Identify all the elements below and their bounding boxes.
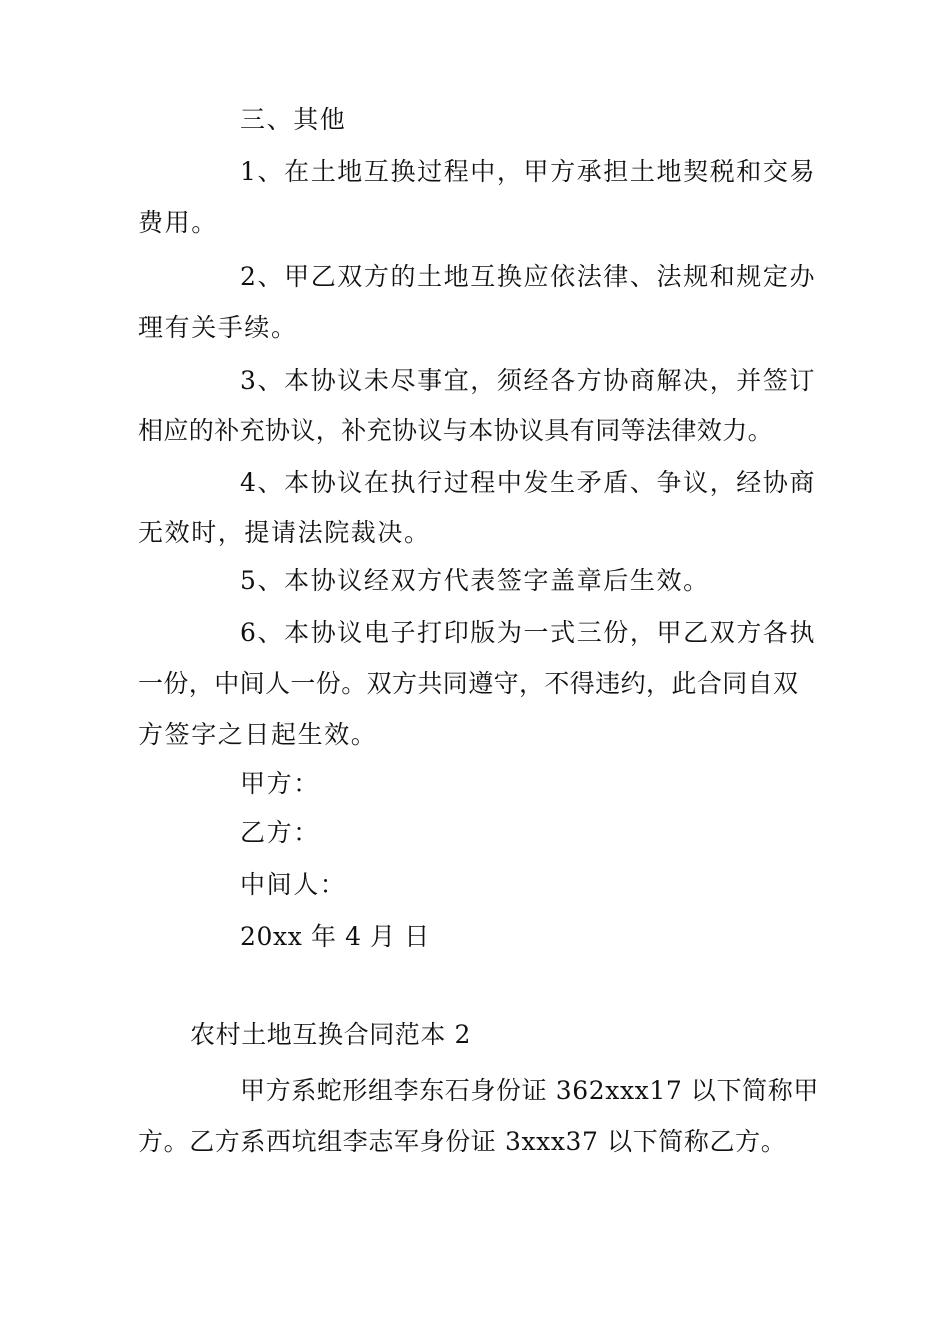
signature-party-b: 乙方： <box>240 818 320 847</box>
clause-3-line-2: 相应的补充协议，补充协议与本协议具有同等法律效力。 <box>138 416 774 445</box>
clause-4-line-1: 4、本协议在执行过程中发生矛盾、争议，经协商 <box>240 468 817 497</box>
second-contract-line-1: 甲方系蛇形组李东石身份证 362xxx17 以下简称甲 <box>240 1076 819 1105</box>
second-contract-line-2: 方。乙方系西坑组李志军身份证 3xxx37 以下简称乙方。 <box>138 1127 787 1156</box>
clause-2-line-1: 2、甲乙双方的土地互换应依法律、法规和规定办 <box>240 262 817 291</box>
clause-1-line-1: 1、在土地互换过程中，甲方承担土地契税和交易 <box>240 157 817 186</box>
second-contract-title: 农村土地互换合同范本 2 <box>190 1020 472 1049</box>
clause-6-line-1: 6、本协议电子打印版为一式三份，甲乙双方各执 <box>240 618 817 647</box>
clause-1-line-2: 费用。 <box>138 208 218 237</box>
signature-date: 20xx 年 4 月 日 <box>240 922 430 951</box>
clause-5-line-1: 5、本协议经双方代表签字盖章后生效。 <box>240 566 710 595</box>
clause-6-line-2: 一份，中间人一份。双方共同遵守，不得违约，此合同自双 <box>138 669 799 698</box>
section-heading: 三、其他 <box>240 105 347 134</box>
signature-middleman: 中间人： <box>240 870 347 899</box>
clause-3-line-1: 3、本协议未尽事宜，须经各方协商解决，并签订 <box>240 366 817 395</box>
signature-party-a: 甲方： <box>240 769 320 798</box>
clause-2-line-2: 理有关手续。 <box>138 313 298 342</box>
clause-6-line-3: 方签字之日起生效。 <box>138 720 378 749</box>
clause-4-line-2: 无效时，提请法院裁决。 <box>138 518 431 547</box>
